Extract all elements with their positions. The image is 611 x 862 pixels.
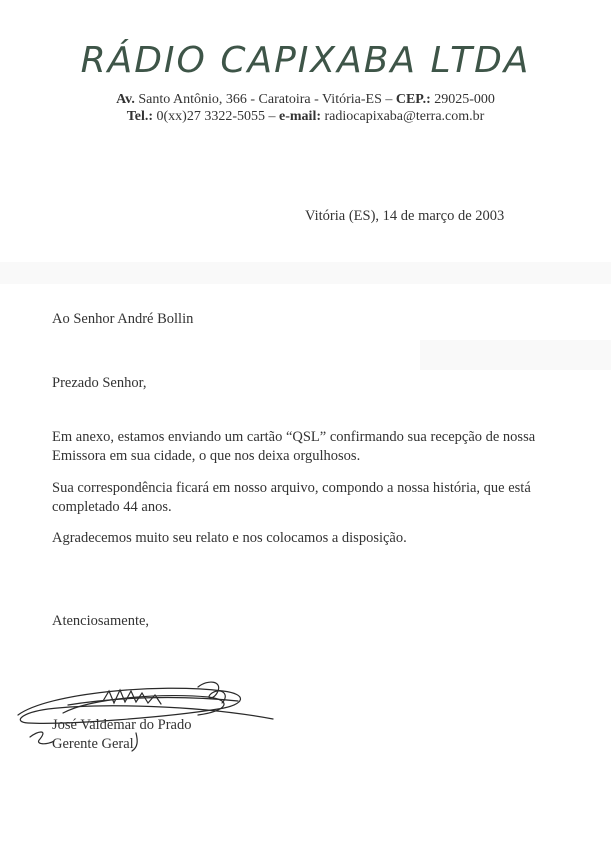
signer-name: José Valdemar do Prado	[52, 717, 192, 733]
cep-label: CEP.:	[395, 92, 431, 107]
cep-value: 29025-000	[430, 92, 495, 107]
scan-streak	[420, 340, 611, 370]
handwritten-signature	[8, 675, 288, 755]
contact-line	[0, 109, 611, 125]
body-paragraph: Agradecemos muito seu relato e nos colocamos a disposição.	[52, 530, 407, 546]
body-paragraph: Em anexo, estamos enviando um cartão “QSL” confirmando sua recepção de nossa Emissora em sua cidade, o que nos deixa orgulhosos.	[52, 429, 536, 464]
street-address: Santo Antônio, 366 - Caratoira - Vitória-ES –	[134, 92, 396, 107]
address-line	[0, 92, 611, 108]
email-value: radiocapixaba@terra.com.br	[321, 109, 485, 124]
phone-value: 0(xx)27 3322-5055 –	[153, 109, 280, 124]
phone-label: Tel.:	[126, 109, 154, 124]
scan-streak	[0, 262, 611, 284]
letter-date: Vitória (ES), 14 de março de 2003	[305, 208, 505, 224]
street-label: Av.	[116, 92, 135, 107]
signer-title: Gerente Geral	[52, 736, 134, 752]
closing: Atenciosamente,	[52, 613, 150, 629]
company-name: RÁDIO CAPIXABA LTDA	[80, 40, 531, 81]
body-paragraph: Sua correspondência ficará em nosso arquivo, compondo a nossa história, que está completado 44 anos.	[52, 480, 531, 515]
greeting: Prezado Senhor,	[52, 375, 147, 391]
email-label: e-mail:	[279, 109, 321, 124]
recipient: Ao Senhor André Bollin	[52, 311, 194, 327]
